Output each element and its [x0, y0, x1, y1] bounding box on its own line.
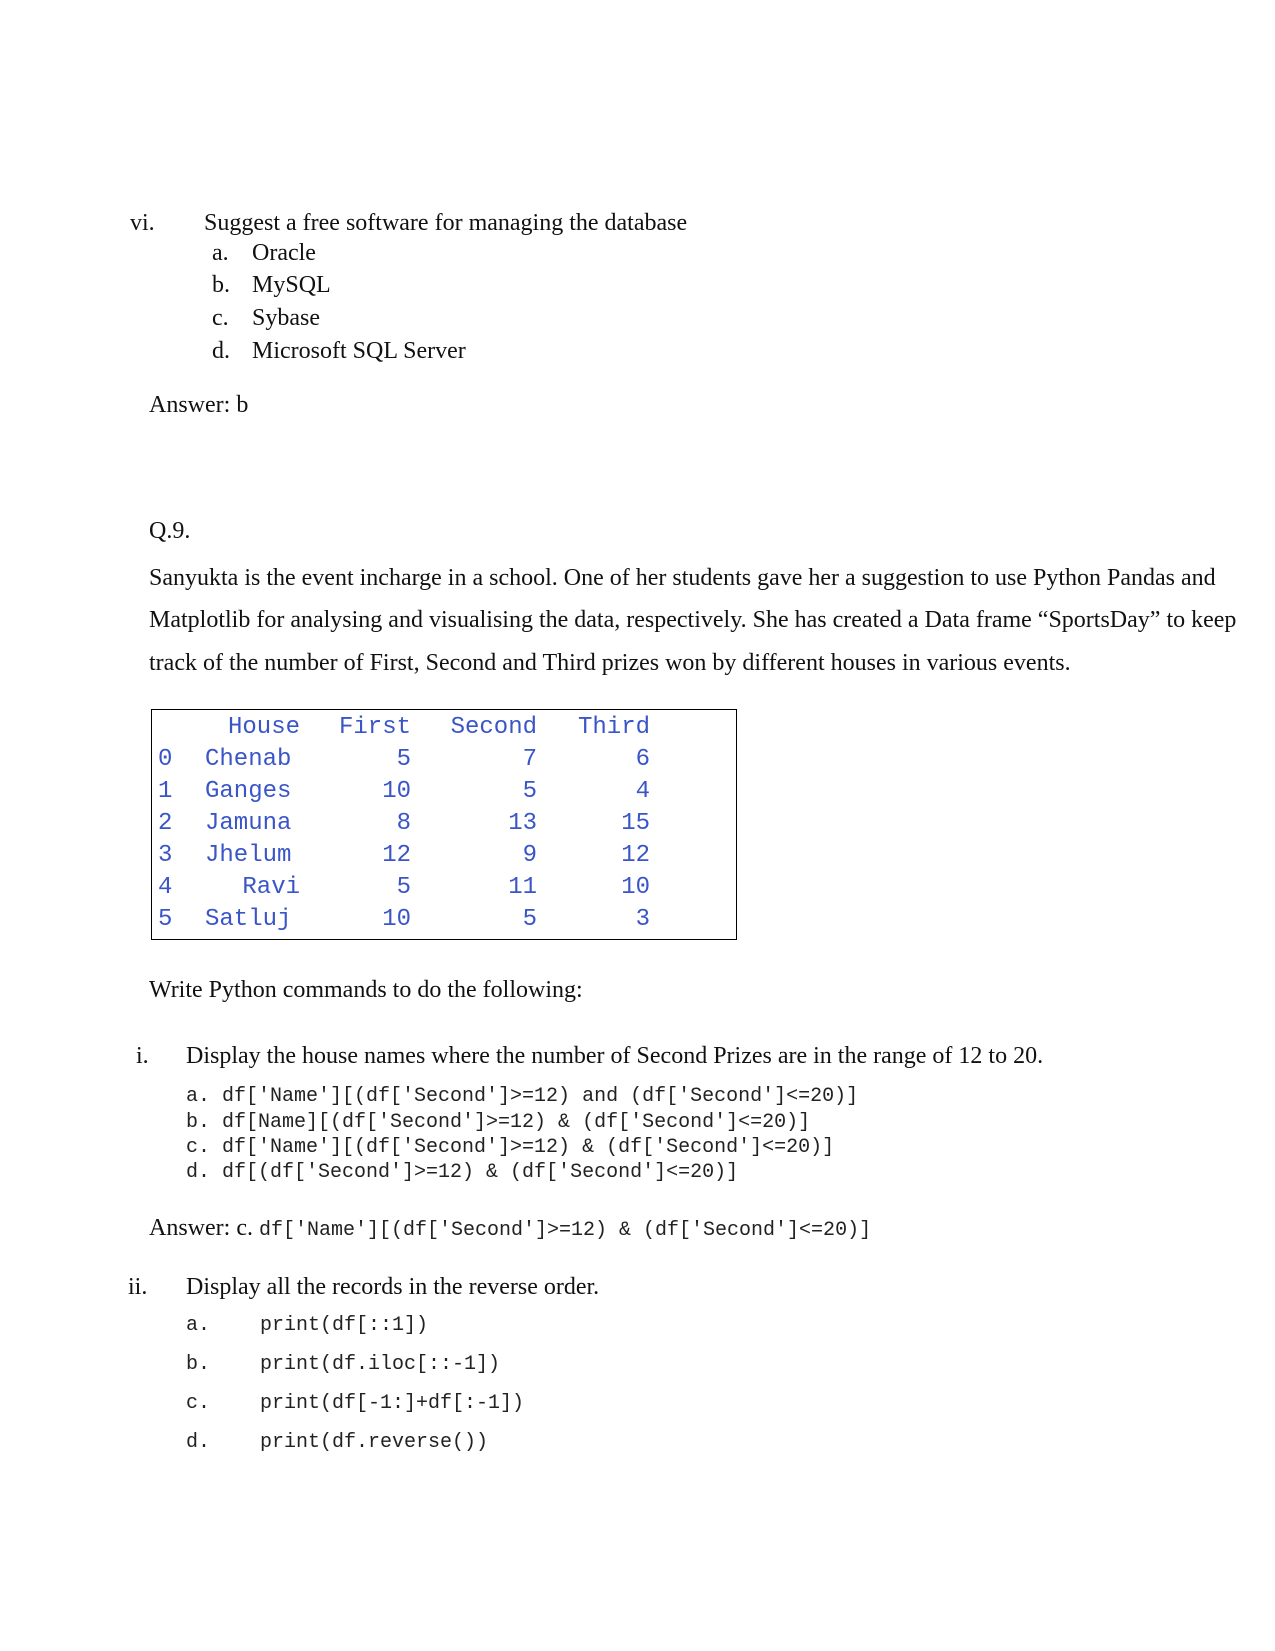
option-letter: c.: [186, 1392, 211, 1415]
option-code: print(df[::1]): [260, 1314, 429, 1337]
code-option: [186, 1431, 488, 1454]
option-letter: d.: [212, 338, 230, 364]
table-cell-second: 5: [522, 906, 537, 933]
code-option: a. df['Name'][(df['Second']>=12) and (df['Second']<=20)]: [186, 1085, 859, 1108]
answer-code: df['Name'][(df['Second']>=12) & (df['Second']<=20)]: [258, 1219, 872, 1242]
table-cell-first: 12: [382, 842, 411, 869]
table-cell-house: Ravi: [242, 874, 300, 901]
table-cell-second: 5: [522, 778, 537, 805]
question-number: i.: [136, 1043, 149, 1069]
column-header: House: [227, 714, 300, 741]
column-header: First: [338, 714, 411, 741]
question-text: Display the house names where the number of Second Prizes are in the range of 12 to 20.: [186, 1043, 1044, 1069]
row-index: 4: [158, 874, 173, 901]
code-option: [186, 1314, 428, 1337]
code-option: b. df[Name][(df['Second']>=12) & (df['Second']<=20)]: [186, 1111, 811, 1134]
instruction-text: Write Python commands to do the following:: [149, 977, 583, 1003]
table-cell-third: 15: [621, 810, 650, 837]
column-header: Second: [450, 714, 537, 741]
option-code: print(df.iloc[::-1]): [260, 1353, 501, 1376]
table-cell-third: 4: [635, 778, 650, 805]
table-cell-second: 9: [522, 842, 537, 869]
option-code: print(df[-1:]+df[:-1]): [260, 1392, 525, 1415]
row-index: 2: [158, 810, 173, 837]
column-header: Third: [577, 714, 650, 741]
option-letter: a.: [186, 1314, 211, 1337]
table-cell-house: Satluj: [205, 906, 292, 933]
code-option: d. df[(df['Second']>=12) & (df['Second']<=20)]: [186, 1161, 739, 1184]
row-index: 3: [158, 842, 173, 869]
answer-text: Answer: b: [149, 392, 249, 418]
option-code: print(df.reverse()): [260, 1431, 489, 1454]
question-label: Q.9.: [149, 518, 191, 544]
option-letter: a.: [212, 240, 229, 266]
table-cell-house: Ganges: [205, 778, 292, 805]
table-cell-third: 10: [621, 874, 650, 901]
table-cell-first: 5: [396, 746, 411, 773]
option-item: [212, 272, 331, 299]
answer-line: [149, 1215, 871, 1242]
option-text: Microsoft SQL Server: [252, 338, 466, 364]
table-cell-third: 3: [635, 906, 650, 933]
table-cell-third: 6: [635, 746, 650, 773]
option-letter: b.: [186, 1353, 211, 1376]
table-cell-house: Jamuna: [205, 810, 292, 837]
table-cell-first: 10: [382, 778, 411, 805]
table-cell-house: Chenab: [205, 746, 292, 773]
option-text: Oracle: [252, 240, 316, 266]
table-cell-second: 13: [508, 810, 537, 837]
paragraph-line: track of the number of First, Second and Third prizes won by different houses in various events.: [149, 650, 1071, 676]
table-cell-first: 5: [396, 874, 411, 901]
option-letter: b.: [212, 272, 230, 298]
row-index: 1: [158, 778, 173, 805]
table-cell-second: 7: [522, 746, 537, 773]
option-text: MySQL: [252, 272, 331, 298]
question-text: Suggest a free software for managing the database: [204, 210, 688, 236]
table-cell-second: 11: [508, 874, 537, 901]
answer-prefix: Answer: c.: [149, 1215, 253, 1241]
option-text: Sybase: [252, 305, 320, 331]
question-number: vi.: [130, 210, 155, 236]
table-cell-house: Jhelum: [205, 842, 292, 869]
table-cell-third: 12: [621, 842, 650, 869]
row-index: 0: [158, 746, 173, 773]
option-letter: c.: [212, 305, 229, 331]
paragraph-line: Matplotlib for analysing and visualising the data, respectively. She has created a Data frame “SportsDay” to keep: [149, 607, 1237, 633]
code-option: [186, 1392, 524, 1415]
code-option: [186, 1353, 500, 1376]
code-option: c. df['Name'][(df['Second']>=12) & (df['Second']<=20)]: [186, 1136, 835, 1159]
option-item: [212, 240, 316, 267]
option-letter: d.: [186, 1431, 211, 1454]
table-cell-first: 8: [396, 810, 411, 837]
table-cell-first: 10: [382, 906, 411, 933]
dataframe-table: [151, 709, 737, 940]
paragraph-line: Sanyukta is the event incharge in a school. One of her students gave her a suggestion to use Python Pandas and: [149, 565, 1216, 591]
option-item: [212, 338, 466, 365]
question-number: ii.: [128, 1274, 148, 1300]
question-text: Display all the records in the reverse order.: [186, 1274, 600, 1300]
row-index: 5: [158, 906, 173, 933]
option-item: [212, 305, 320, 332]
